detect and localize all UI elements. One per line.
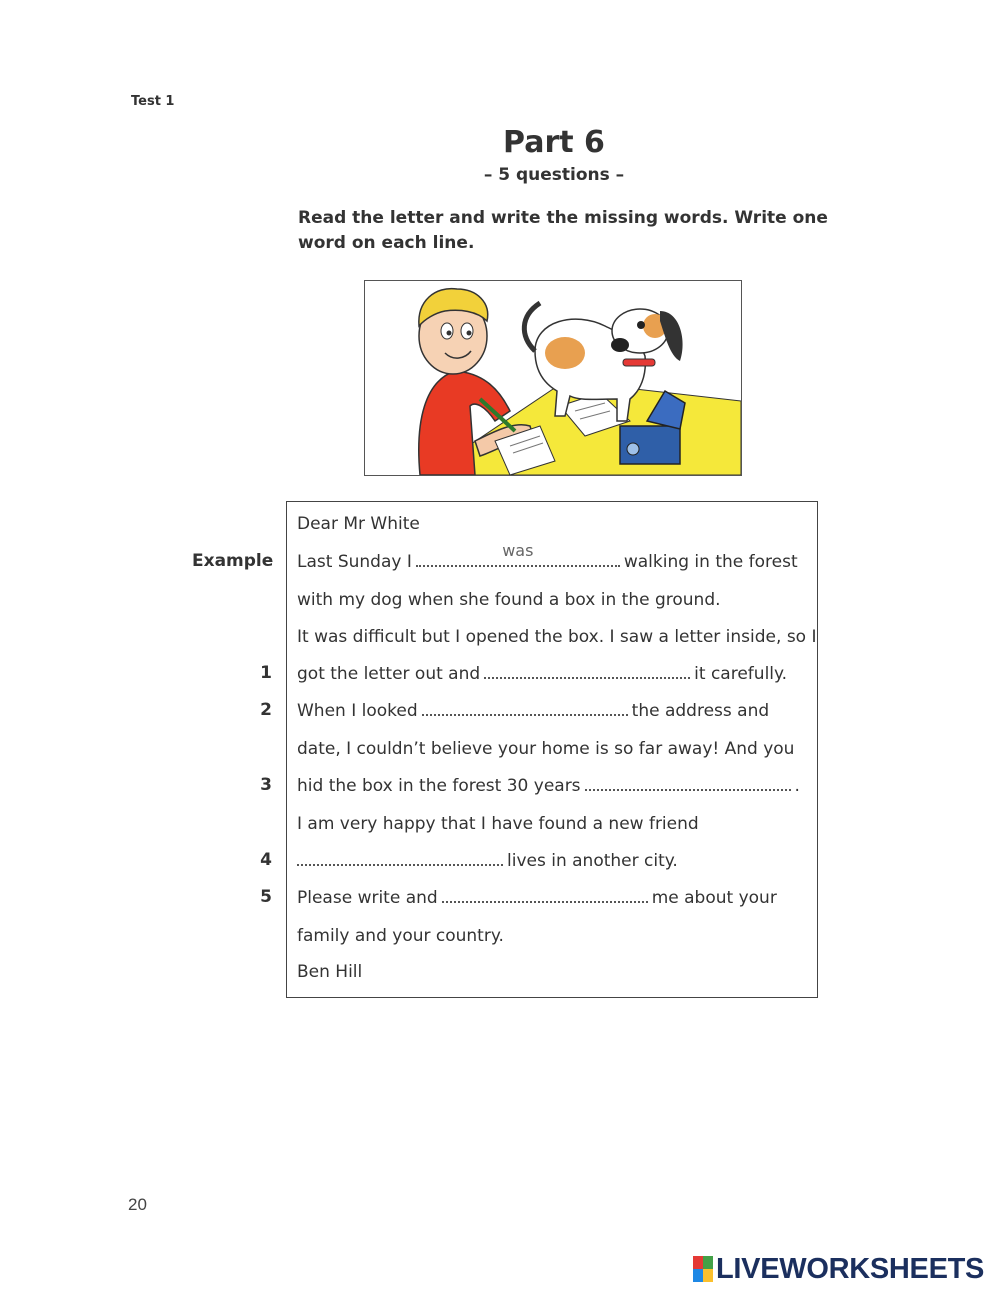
- q2-answer-input[interactable]: [422, 700, 628, 716]
- letter-line-4: It was difficult but I opened the box. I saw a letter inside, so I: [297, 627, 817, 647]
- example-label: Example: [192, 551, 274, 571]
- question-number-4: 4: [260, 850, 272, 870]
- q5-answer-input[interactable]: [442, 887, 648, 903]
- letter-line-q1: [297, 662, 787, 686]
- q1-text-after: it carefully.: [694, 664, 788, 684]
- brand-name: LIVEWORKSHEETS: [716, 1252, 985, 1285]
- q1-text-before: got the letter out and: [297, 664, 481, 684]
- letter-line-q3: [297, 774, 800, 798]
- letter-line-9: I am very happy that I have found a new friend: [297, 814, 699, 834]
- letter-line-q4: [297, 849, 678, 873]
- test-label: Test 1: [131, 94, 175, 109]
- q4-answer-input[interactable]: [297, 850, 503, 866]
- example-answer-gap: [416, 541, 620, 567]
- q5-text-after: me about your: [651, 888, 777, 908]
- example-answer: was: [502, 541, 534, 560]
- letter-line-7: date, I couldn’t believe your home is so far away! And you: [297, 739, 795, 759]
- q2-text-before: When I looked: [297, 701, 418, 721]
- example-text-after: walking in the forest: [623, 552, 798, 572]
- part-title: Part 6: [503, 125, 605, 160]
- q3-answer-input[interactable]: [585, 775, 791, 791]
- part-subtitle: – 5 questions –: [483, 165, 625, 185]
- example-text-before: Last Sunday I: [297, 552, 412, 572]
- question-number-3: 3: [260, 775, 272, 795]
- q3-text-before: hid the box in the forest 30 years: [297, 776, 581, 796]
- letter-signature: Ben Hill: [297, 962, 363, 982]
- q3-text-after: .: [794, 776, 800, 796]
- q1-answer-input[interactable]: [484, 663, 690, 679]
- instructions: Read the letter and write the missing words. Write one word on each line.: [298, 208, 828, 253]
- question-number-5: 5: [260, 887, 272, 907]
- letter-greeting: Dear Mr White: [297, 514, 420, 534]
- question-number-2: 2: [260, 700, 272, 720]
- q5-text-before: Please write and: [297, 888, 438, 908]
- letter-line-12: family and your country.: [297, 926, 504, 946]
- page-number: 20: [128, 1195, 147, 1214]
- q4-text-after: lives in another city.: [507, 851, 678, 871]
- boy-writing-letter-dog-box-illustration: [364, 280, 742, 476]
- q2-text-after: the address and: [631, 701, 770, 721]
- letter-line-3: with my dog when she found a box in the ground.: [297, 590, 721, 610]
- letter-line-q2: [297, 699, 769, 723]
- liveworksheets-logo-icon: [693, 1256, 713, 1282]
- liveworksheets-brand: [693, 1254, 984, 1284]
- letter-line-example: [297, 541, 798, 574]
- letter-line-q5: [297, 886, 777, 910]
- question-number-1: 1: [260, 663, 272, 683]
